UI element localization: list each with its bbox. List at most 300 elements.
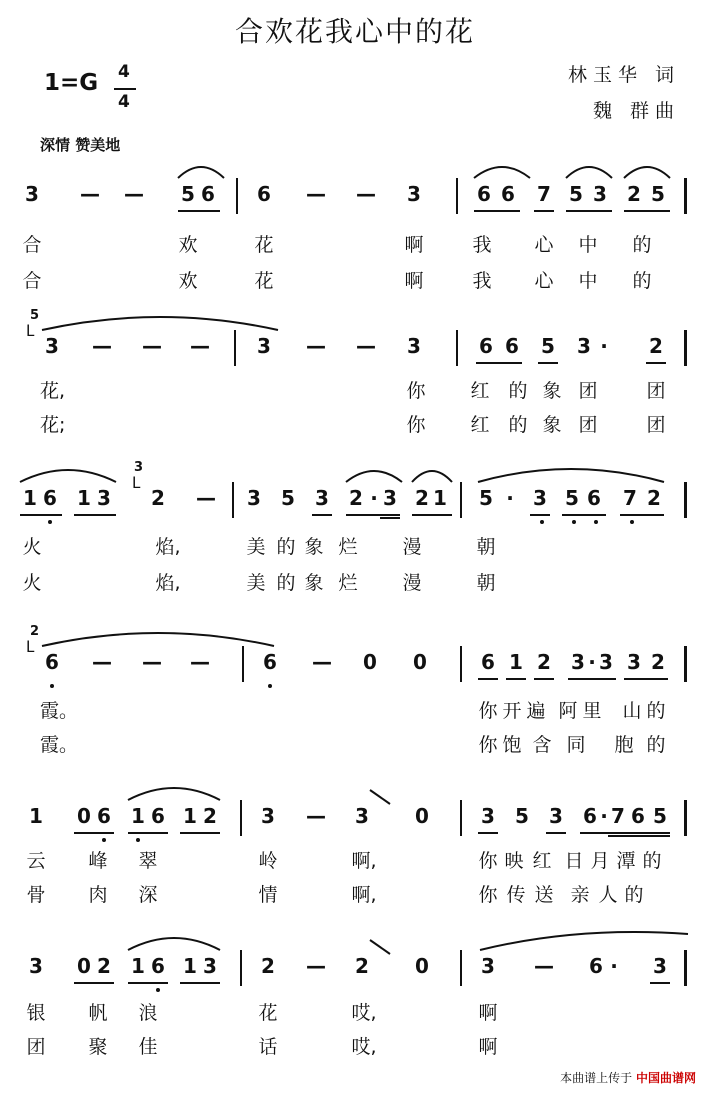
rest: 0 <box>77 954 91 978</box>
bar-line <box>684 482 687 518</box>
underline <box>624 678 668 680</box>
low-octave-dot <box>48 520 52 524</box>
notation-row <box>0 950 710 990</box>
note: 6 <box>257 182 271 206</box>
footer-watermark <box>560 1069 696 1086</box>
note: 3 <box>29 954 43 978</box>
bar-line <box>234 330 236 366</box>
underline <box>580 832 670 834</box>
lyric: 饱 <box>502 734 522 756</box>
lyric: 的 <box>632 270 652 292</box>
lyric: 你 <box>478 734 498 756</box>
lyric: 我 <box>472 234 492 256</box>
dash: — <box>306 954 326 978</box>
underline <box>346 514 400 516</box>
note: 1 <box>131 804 145 828</box>
lyric: 遍 <box>526 700 546 722</box>
dot-mark: · <box>370 486 378 510</box>
lyric: 火 <box>22 536 42 558</box>
dot-mark: · <box>610 954 618 978</box>
lyric: 哎, <box>351 1036 377 1058</box>
lyric: 欢 <box>178 234 198 256</box>
breath-mark: ᒪ <box>26 638 35 656</box>
slur <box>476 462 666 484</box>
lyric: 我 <box>472 270 492 292</box>
lyric: 霞。 <box>40 700 79 722</box>
underline <box>476 362 522 364</box>
slur <box>344 462 404 484</box>
lyric: 云 <box>26 850 46 872</box>
note: 2 <box>261 954 275 978</box>
lyric: 帆 <box>88 1002 108 1024</box>
slur <box>176 158 226 180</box>
note: 6 <box>97 804 111 828</box>
slur <box>126 930 222 952</box>
lyric: 红 <box>532 850 552 872</box>
lyric: 花 <box>254 234 274 256</box>
underline <box>620 514 664 516</box>
underline <box>650 982 670 984</box>
note: 3 <box>257 334 271 358</box>
grace-note: 5 <box>30 308 40 323</box>
lyric: 红 <box>470 380 490 402</box>
notation-row <box>0 460 710 522</box>
note: 2 <box>203 804 217 828</box>
lyric: 漫 <box>402 572 422 594</box>
underline <box>312 514 332 516</box>
dot-mark: · <box>600 804 608 828</box>
note: 6 <box>479 334 493 358</box>
lyric: 话 <box>258 1036 278 1058</box>
lyric: 的 <box>276 572 296 594</box>
lyric: 象 <box>304 536 324 558</box>
lyric: 佳 <box>138 1036 158 1058</box>
underline <box>478 678 498 680</box>
underline <box>20 514 62 516</box>
bar-line <box>232 482 234 518</box>
underline <box>546 832 566 834</box>
lyric: 的 <box>508 414 528 436</box>
dash: — <box>306 804 326 828</box>
slur <box>472 158 532 180</box>
note: 6 <box>631 804 645 828</box>
slur <box>40 626 276 648</box>
note: 1 <box>131 954 145 978</box>
lyric: 团 <box>26 1036 46 1058</box>
note: 6 <box>501 182 515 206</box>
note: 3 <box>97 486 111 510</box>
lyric: 月 <box>590 850 610 872</box>
lyric: 象 <box>304 572 324 594</box>
low-octave-dot <box>136 838 140 842</box>
lyric: 你 <box>478 850 498 872</box>
note: 3 <box>407 182 421 206</box>
underline <box>478 832 498 834</box>
bar-line <box>456 178 458 214</box>
bar-line <box>240 800 242 836</box>
underline <box>646 362 666 364</box>
lyric: 朝 <box>476 536 496 558</box>
rest: 0 <box>415 804 429 828</box>
dash: — <box>356 334 376 358</box>
lyric: 哎, <box>351 1002 377 1024</box>
lyric: 深 <box>138 884 158 906</box>
time-signature-bottom: 4 <box>118 92 130 112</box>
underline <box>506 678 526 680</box>
bar-line <box>460 482 462 518</box>
lyric: 花 <box>258 1002 278 1024</box>
lyric: 烂 <box>338 536 358 558</box>
rest: 0 <box>363 650 377 674</box>
dot-mark: · <box>600 334 608 358</box>
lyric: 传 <box>506 884 526 906</box>
lyric: 送 <box>534 884 554 906</box>
lyric: 骨 <box>26 884 46 906</box>
lyric: 美 <box>246 536 266 558</box>
low-octave-dot <box>156 988 160 992</box>
low-octave-dot <box>594 520 598 524</box>
underline <box>180 832 220 834</box>
note: 3 <box>25 182 39 206</box>
dash: — <box>190 650 210 674</box>
note: 6 <box>45 650 59 674</box>
note: 2 <box>651 650 665 674</box>
underline <box>534 678 554 680</box>
underline <box>128 832 168 834</box>
lyric: 的 <box>646 734 666 756</box>
rest: 0 <box>415 954 429 978</box>
lyric: 象 <box>542 380 562 402</box>
underline <box>180 982 220 984</box>
bar-line <box>684 178 687 214</box>
note: 5 <box>281 486 295 510</box>
note: 5 <box>479 486 493 510</box>
notation-row <box>0 178 710 218</box>
note: 3 <box>653 954 667 978</box>
note: 7 <box>611 804 625 828</box>
underline <box>74 982 114 984</box>
bar-line <box>684 330 687 366</box>
note: 3 <box>533 486 547 510</box>
low-octave-dot <box>50 684 54 688</box>
breath-mark: ᒪ <box>132 474 141 492</box>
low-octave-dot <box>572 520 576 524</box>
lyric: 象 <box>542 414 562 436</box>
lyric: 中 <box>578 270 598 292</box>
note: 1 <box>77 486 91 510</box>
dash: — <box>306 182 326 206</box>
note: 6 <box>583 804 597 828</box>
note: 5 <box>515 804 529 828</box>
slur <box>410 462 454 484</box>
lyric: 你 <box>406 380 426 402</box>
time-signature-top: 4 <box>118 62 130 82</box>
slur <box>18 462 118 484</box>
time-signature-line <box>114 88 136 90</box>
breath-mark: ᒪ <box>26 322 35 340</box>
note: 3 <box>45 334 59 358</box>
expression-mark: 深情 赞美地 <box>40 136 121 154</box>
lyric: 霞。 <box>40 734 79 756</box>
site-logo: 中国曲谱网 <box>635 1071 696 1085</box>
note: 2 <box>151 486 165 510</box>
dash: — <box>534 954 554 978</box>
lyric: 啊, <box>351 884 377 906</box>
lyric: 开 <box>502 700 522 722</box>
lyric: 你 <box>478 884 498 906</box>
lyric: 同 <box>566 734 586 756</box>
underline <box>608 835 670 837</box>
note: 3 <box>203 954 217 978</box>
lyric: 团 <box>646 414 666 436</box>
note: 3 <box>383 486 397 510</box>
underline <box>566 210 612 212</box>
dash: — <box>306 334 326 358</box>
underline <box>412 514 452 516</box>
note: 1 <box>433 486 447 510</box>
dash: — <box>312 650 332 674</box>
glissando-mark <box>368 788 392 812</box>
note: 3 <box>549 804 563 828</box>
slur <box>564 158 614 180</box>
note: 6 <box>151 804 165 828</box>
note: 6 <box>589 954 603 978</box>
lyric: 焰, <box>155 536 181 558</box>
note: 6 <box>477 182 491 206</box>
note: 2 <box>647 486 661 510</box>
lyric: 啊 <box>478 1002 498 1024</box>
lyric: 烂 <box>338 572 358 594</box>
note: 3 <box>247 486 261 510</box>
note: 1 <box>183 804 197 828</box>
lyric: 心 <box>534 270 554 292</box>
lyric: 的 <box>508 380 528 402</box>
lyric: 欢 <box>178 270 198 292</box>
low-octave-dot <box>540 520 544 524</box>
note: 3 <box>627 650 641 674</box>
lyric: 合 <box>22 270 42 292</box>
lyric: 的 <box>276 536 296 558</box>
note: 5 <box>181 182 195 206</box>
note: 5 <box>651 182 665 206</box>
underline <box>538 362 558 364</box>
lyric: 的 <box>642 850 662 872</box>
note: 7 <box>537 182 551 206</box>
underline <box>562 514 606 516</box>
lyric: 心 <box>534 234 554 256</box>
lyric: 中 <box>578 234 598 256</box>
dash: — <box>142 334 162 358</box>
note: 3 <box>599 650 613 674</box>
underline <box>74 514 116 516</box>
lyric: 亲 <box>570 884 590 906</box>
lyric: 啊, <box>351 850 377 872</box>
note: 5 <box>541 334 555 358</box>
lyric: 胞 <box>614 734 634 756</box>
glissando-mark <box>368 938 392 962</box>
composer-credit: 魏 群曲 <box>592 100 680 122</box>
rest: 0 <box>77 804 91 828</box>
lyric: 朝 <box>476 572 496 594</box>
grace-note: 3 <box>134 460 144 475</box>
notation-row <box>0 624 710 686</box>
note: 3 <box>481 954 495 978</box>
slur <box>40 310 280 332</box>
bar-line <box>684 800 687 836</box>
note: 2 <box>97 954 111 978</box>
note: 1 <box>23 486 37 510</box>
underline <box>178 210 220 212</box>
lyric: 合 <box>22 234 42 256</box>
lyric: 焰, <box>155 572 181 594</box>
dash: — <box>124 182 144 206</box>
dash: — <box>92 650 112 674</box>
dash: — <box>196 486 216 510</box>
note: 1 <box>509 650 523 674</box>
underline <box>624 210 670 212</box>
underline <box>380 517 400 519</box>
lyric: 的 <box>632 234 652 256</box>
lyric: 花, <box>40 380 66 402</box>
note: 5 <box>653 804 667 828</box>
slur <box>126 780 222 802</box>
bar-line <box>460 646 462 682</box>
underline <box>530 514 550 516</box>
note: 3 <box>355 804 369 828</box>
note: 3 <box>577 334 591 358</box>
slur <box>478 930 690 952</box>
dot-mark: · <box>588 650 596 674</box>
notation-row <box>0 800 710 840</box>
underline <box>568 678 616 680</box>
note: 6 <box>505 334 519 358</box>
dash: — <box>92 334 112 358</box>
bar-line <box>456 330 458 366</box>
lyric: 团 <box>646 380 666 402</box>
lyric: 峰 <box>88 850 108 872</box>
note: 3 <box>593 182 607 206</box>
bar-line <box>460 800 462 836</box>
lyric: 的 <box>646 700 666 722</box>
grace-note: 2 <box>30 624 40 639</box>
note: 2 <box>349 486 363 510</box>
note: 2 <box>537 650 551 674</box>
note: 5 <box>565 486 579 510</box>
low-octave-dot <box>630 520 634 524</box>
score-system-4 <box>0 624 710 806</box>
note: 1 <box>29 804 43 828</box>
note: 6 <box>43 486 57 510</box>
lyric: 潭 <box>616 850 636 872</box>
lyric: 漫 <box>402 536 422 558</box>
lyric: 人 <box>598 884 618 906</box>
note: 2 <box>627 182 641 206</box>
lyric: 含 <box>532 734 552 756</box>
note: 3 <box>571 650 585 674</box>
bar-line <box>242 646 244 682</box>
underline <box>128 982 168 984</box>
underline <box>474 210 520 212</box>
key-signature: 1=G <box>44 70 99 96</box>
song-title: 合欢花我心中的花 <box>234 15 475 48</box>
rest: 0 <box>413 650 427 674</box>
score-system-6 <box>0 950 710 1110</box>
note: 5 <box>569 182 583 206</box>
lyric: 啊 <box>404 270 424 292</box>
lyric: 山 <box>622 700 642 722</box>
low-octave-dot <box>268 684 272 688</box>
lyric: 红 <box>470 414 490 436</box>
note: 2 <box>355 954 369 978</box>
lyric: 团 <box>578 414 598 436</box>
note: 3 <box>481 804 495 828</box>
bar-line <box>684 646 687 682</box>
lyric: 啊 <box>478 1036 498 1058</box>
dash: — <box>356 182 376 206</box>
dash: — <box>190 334 210 358</box>
note: 6 <box>263 650 277 674</box>
lyric: 翠 <box>138 850 158 872</box>
lyric: 阿 <box>558 700 578 722</box>
note: 3 <box>315 486 329 510</box>
underline <box>534 210 554 212</box>
dash: — <box>80 182 100 206</box>
bar-line <box>240 950 242 986</box>
note: 6 <box>151 954 165 978</box>
lyricist-credit: 林玉华 词 <box>567 64 680 86</box>
note: 6 <box>201 182 215 206</box>
lyric: 你 <box>406 414 426 436</box>
lyric: 团 <box>578 380 598 402</box>
lyric: 浪 <box>138 1002 158 1024</box>
notation-row <box>0 308 710 370</box>
lyric: 情 <box>258 884 278 906</box>
bar-line <box>236 178 238 214</box>
lyric: 日 <box>564 850 584 872</box>
lyric: 肉 <box>88 884 108 906</box>
note: 7 <box>623 486 637 510</box>
lyric: 啊 <box>404 234 424 256</box>
low-octave-dot <box>102 838 106 842</box>
note: 6 <box>481 650 495 674</box>
bar-line <box>684 950 687 986</box>
lyric: 银 <box>26 1002 46 1024</box>
lyric: 火 <box>22 572 42 594</box>
lyric: 美 <box>246 572 266 594</box>
lyric: 的 <box>624 884 644 906</box>
note: 3 <box>261 804 275 828</box>
lyric: 花 <box>254 270 274 292</box>
lyric: 你 <box>478 700 498 722</box>
note: 2 <box>415 486 429 510</box>
slur <box>622 158 672 180</box>
note: 2 <box>649 334 663 358</box>
underline <box>74 832 114 834</box>
lyric: 里 <box>582 700 602 722</box>
lyric: 聚 <box>88 1036 108 1058</box>
score-system-3 <box>0 460 710 642</box>
dot-mark: · <box>506 486 514 510</box>
bar-line <box>460 950 462 986</box>
note: 6 <box>587 486 601 510</box>
lyric: 岭 <box>258 850 278 872</box>
lyric: 花; <box>40 414 66 436</box>
dash: — <box>142 650 162 674</box>
footer-prefix: 本曲谱上传于 <box>560 1071 633 1085</box>
lyric: 映 <box>504 850 524 872</box>
note: 3 <box>407 334 421 358</box>
note: 1 <box>183 954 197 978</box>
